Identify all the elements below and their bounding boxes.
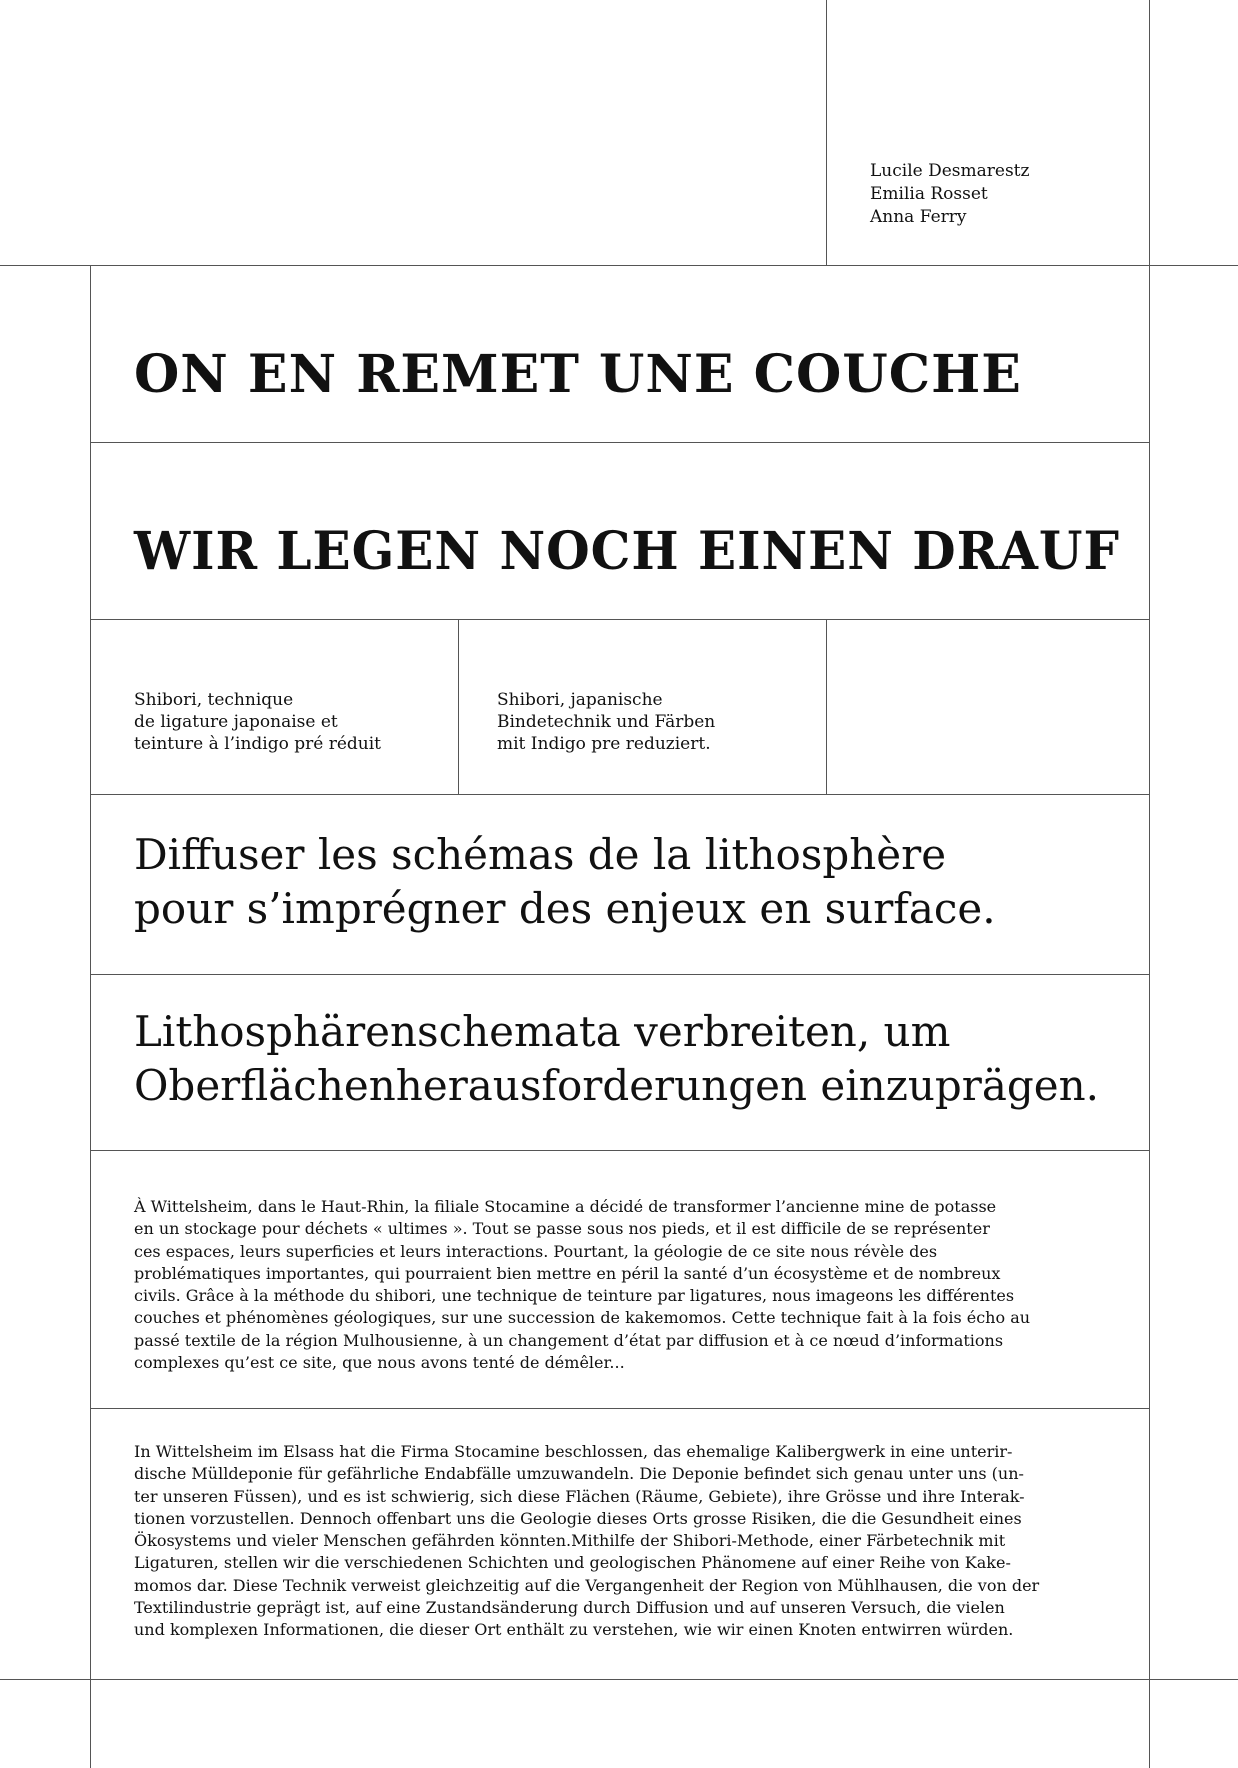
lead-line: Diffuser les schémas de la lithosphère (134, 830, 947, 879)
grid-vertical-author (826, 0, 827, 266)
title-german: WIR LEGEN NOCH EINEN DRAUF (134, 521, 1120, 582)
lead-line: Oberflächenherausforderungen einzuprägen. (134, 1061, 1100, 1110)
grid-horizontal-1 (90, 442, 1150, 443)
body-line: complexes qu’est ce site, que nous avons tenté de démêler... (134, 1353, 625, 1373)
subtitle-french (134, 689, 381, 755)
grid-horizontal-top (0, 265, 1238, 266)
subtitle-line: Shibori, japanische (497, 690, 663, 710)
subtitle-line: Shibori, technique (134, 690, 294, 710)
grid-vertical-mid-2 (826, 619, 827, 794)
body-text-german (134, 1441, 1114, 1642)
grid-horizontal-6 (90, 1408, 1150, 1409)
lead-german (134, 1005, 1099, 1113)
author-name: Emilia Rosset (870, 184, 988, 204)
grid-horizontal-bottom (0, 1679, 1238, 1680)
body-line: ces espaces, leurs superficies et leurs interactions. Pourtant, la géologie de ce site nous révèle des (134, 1241, 938, 1261)
subtitle-line: mit Indigo pre reduziert. (497, 734, 711, 754)
subtitle-line: teinture à l’indigo pré réduit (134, 734, 382, 754)
author-name: Lucile Desmarestz (870, 161, 1030, 181)
body-line: passé textile de la région Mulhousienne, à un changement d’état par diffusion et à ce nœud d’informations (134, 1330, 1004, 1350)
grid-horizontal-3 (90, 794, 1150, 795)
lead-french (134, 828, 996, 936)
lead-line: pour s’imprégner des enjeux en surface. (134, 884, 996, 933)
grid-horizontal-4 (90, 974, 1150, 975)
subtitle-german (497, 689, 715, 755)
body-line: À Wittelsheim, dans le Haut-Rhin, la filiale Stocamine a décidé de transformer l’ancienne mine de potasse (134, 1197, 997, 1216)
title-french: ON EN REMET UNE COUCHE (134, 344, 1022, 405)
subtitle-line: de ligature japonaise et (134, 712, 338, 732)
grid-horizontal-2 (90, 619, 1150, 620)
body-line: tionen vorzustellen. Dennoch offenbart uns die Geologie dieses Orts grosse Risiken, die die Gesundheit eines (134, 1508, 1022, 1528)
body-line: und komplexen Informationen, die dieser Ort enthält zu verstehen, wie wir einen Knoten entwirren würden. (134, 1620, 1014, 1640)
grid-horizontal-5 (90, 1150, 1150, 1151)
body-text-french (134, 1196, 1114, 1374)
body-line: Ligaturen, stellen wir die verschiedenen Schichten und geologischen Phänomene auf einer Reihe von Kake- (134, 1553, 1011, 1573)
body-line: momos dar. Diese Technik verweist gleichzeitig auf die Vergangenheit der Region von Mühlhausen, die von der (134, 1575, 1040, 1595)
body-line: ter unseren Füssen), und es ist schwierig, sich diese Flächen (Räume, Gebiete), ihre Grösse und ihre Interak- (134, 1486, 1025, 1506)
body-line: en un stockage pour déchets « ultimes ». Tout se passe sous nos pieds, et il est difficile de se représenter (134, 1219, 990, 1239)
body-line: civils. Grâce à la méthode du shibori, une technique de teinture par ligatures, nous imageons les différentes (134, 1286, 1015, 1306)
body-line: Ökosystems und vieler Menschen gefährden könnten.Mithilfe der Shibori-Methode, einer Färbetechnik mit (134, 1531, 1006, 1551)
body-line: In Wittelsheim im Elsass hat die Firma Stocamine beschlossen, das ehemalige Kalibergwerk in eine unterir- (134, 1442, 1013, 1461)
body-line: Textilindustrie geprägt ist, auf eine Zustandsänderung durch Diffusion und auf unseren Versuch, die vielen (134, 1598, 1005, 1618)
grid-vertical-left (90, 266, 91, 1768)
grid-vertical-mid-1 (458, 619, 459, 794)
author-name: Anna Ferry (870, 207, 967, 227)
body-line: dische Mülldeponie für gefährliche Endabfälle umzuwandeln. Die Deponie befindet sich genau unter uns (un- (134, 1464, 1024, 1484)
body-line: couches et phénomènes géologiques, sur une succession de kakemomos. Cette technique fait à la fois écho au (134, 1308, 1031, 1328)
subtitle-line: Bindetechnik und Färben (497, 712, 716, 732)
body-line: problématiques importantes, qui pourraient bien mettre en péril la santé d’un écosystème et de nombreux (134, 1263, 1001, 1283)
author-list (870, 160, 1029, 229)
lead-line: Lithosphärenschemata verbreiten, um (134, 1007, 951, 1056)
